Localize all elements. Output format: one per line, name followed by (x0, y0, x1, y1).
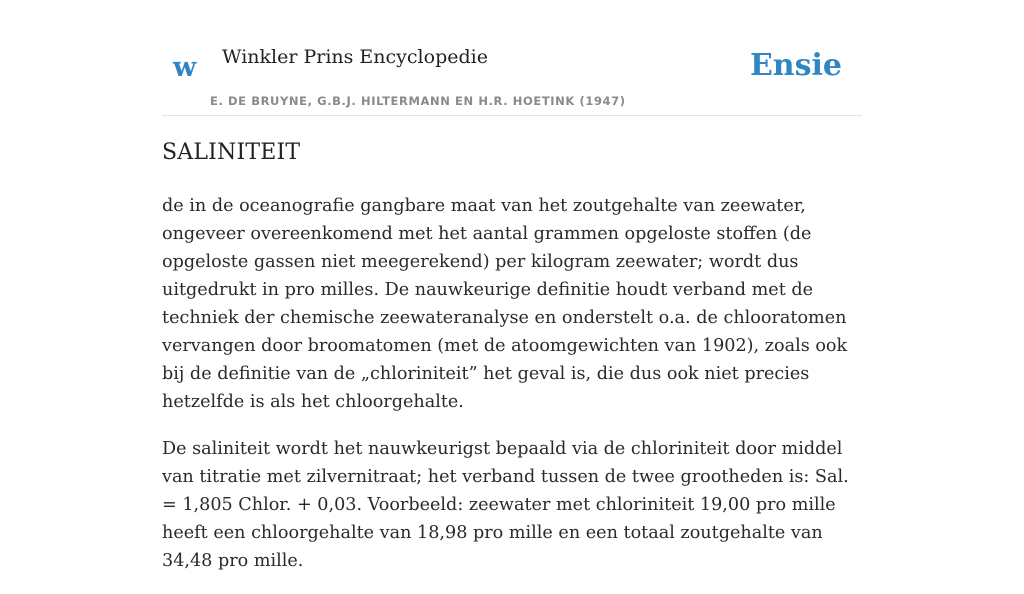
winkler-prins-logo[interactable]: w (173, 52, 197, 83)
authors-line: E. DE BRUYNE, G.B.J. HILTERMANN EN H.R. HOETINK (1947) (210, 94, 626, 108)
entry-paragraph: De saliniteit wordt het nauwkeurigst bepaald via de chloriniteit door middel van titratie met zilvernitraat; het verband tussen de twee grootheden is: Sal. = 1,805 Chlor. + 0,03. Voorbeeld: zeewater met chloriniteit 19,00 pro mille heeft een chloorgehalte van 18,98 pro mille en een totaal zoutgehalte van 34,48 pro mille. (162, 439, 849, 571)
entry-title: SALINITEIT (162, 140, 301, 165)
ensie-brand-logo[interactable]: Ensie (749, 48, 842, 83)
entry-body (162, 192, 862, 594)
encyclopedia-title[interactable]: Winkler Prins Encyclopedie (222, 46, 488, 68)
entry-paragraph: de in de oceanografie gangbare maat van het zoutgehalte van zeewater, ongeveer overeenkomend met het aantal grammen opgeloste stoffen (de opgeloste gassen niet meegerekend) per kilogram zeewater; wordt dus uitgedrukt in pro milles. De nauwkeurige definitie houdt verband met de techniek der chemische zeewateranalyse en onderstelt o.a. de chlooratomen vervangen door broomatomen (met de atoomgewichten van 1902), zoals ook bij de definitie van de „chloriniteit” het geval is, die dus ook niet precies hetzelfde is als het chloorgehalte. (162, 196, 848, 412)
encyclopedia-header (162, 40, 862, 116)
